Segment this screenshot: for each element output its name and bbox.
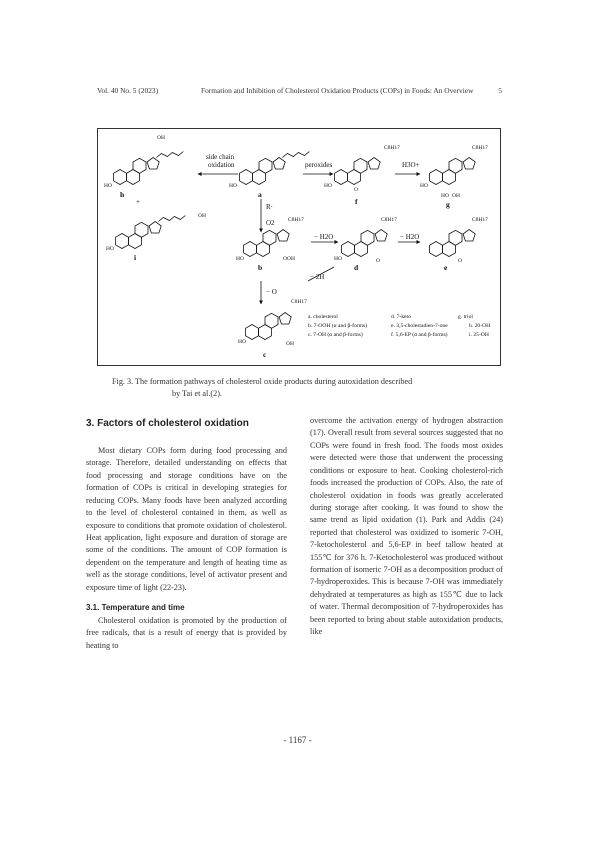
atom-ho-i: HO — [106, 246, 114, 252]
legend-b: b. 7-OOH (α and β-forms) — [308, 323, 368, 329]
ring — [368, 158, 380, 170]
legend-c: c. 7-OH (α and β-forms) — [308, 332, 363, 338]
ring — [259, 158, 272, 173]
compound-label-a: a — [258, 190, 262, 199]
ring — [244, 242, 257, 257]
caption-line-1: Fig. 3. The formation pathways of cholesterol oxide products during autoxidation described — [112, 377, 413, 386]
ring — [265, 313, 278, 328]
atom-oh-g: OH — [452, 193, 460, 199]
compound-label-b: b — [258, 263, 263, 272]
ring — [375, 230, 387, 242]
label-o2: O2 — [266, 219, 275, 227]
figure-3-scheme — [97, 128, 501, 366]
ring — [149, 222, 161, 234]
atom-c8h17-f: C8H17 — [384, 145, 400, 151]
structure-b — [244, 230, 290, 257]
label-side-chain: side chain — [206, 153, 235, 161]
compound-label-e: e — [444, 263, 448, 272]
ring — [342, 242, 355, 257]
label-minus-o: − O — [266, 288, 277, 296]
structure-d — [342, 230, 388, 257]
side-chain — [282, 152, 309, 158]
legend-f: f. 5,6-EP (α and β-forms) — [391, 332, 448, 338]
ring — [147, 158, 159, 170]
legend-a: a. cholesterol — [308, 314, 338, 320]
compound-label-g: g — [446, 200, 450, 209]
header-page-number: 5 — [498, 86, 502, 95]
ring — [449, 158, 462, 173]
atom-ho-g: HO — [420, 183, 428, 189]
page-number: - 1167 - — [283, 735, 312, 745]
compound-label-h: h — [120, 190, 125, 199]
atom-ho-a: HO — [229, 183, 237, 189]
ring — [279, 313, 291, 325]
figure-caption — [112, 376, 502, 400]
atom-oh-c: OH — [286, 341, 294, 347]
label-plus: + — [136, 198, 140, 206]
compound-label-f: f — [355, 197, 358, 206]
legend-i: i. 25-OH — [469, 332, 489, 338]
ring — [133, 158, 146, 173]
structure-a — [240, 152, 310, 185]
structure-e — [430, 230, 476, 257]
atom-ho-h: HO — [104, 183, 112, 189]
ring — [263, 230, 276, 245]
compound-label-i: i — [134, 253, 137, 262]
structure-h — [114, 152, 184, 185]
structure-f — [335, 158, 381, 185]
atom-ho-d: HO — [334, 256, 342, 262]
ring — [463, 158, 475, 170]
ring — [135, 222, 148, 237]
ring — [430, 242, 443, 257]
structure-g — [430, 158, 476, 185]
label-peroxides: peroxides — [305, 161, 333, 169]
atom-oh-i: OH — [198, 213, 206, 219]
section-heading: 3. Factors of cholesterol oxidation — [86, 418, 249, 429]
legend-e: e. 3,5-cholestadien-7-one — [391, 323, 448, 329]
atom-c8h17-g: C8H17 — [472, 145, 488, 151]
left-column — [86, 415, 287, 652]
atom-ho-b: HO — [236, 256, 244, 262]
legend-g: g. triol — [458, 314, 473, 320]
ring — [354, 158, 367, 173]
side-chain — [158, 216, 185, 222]
ring — [116, 234, 129, 249]
ring — [335, 170, 348, 185]
label-oxidation: oxidation — [208, 161, 235, 169]
label-minus-2h: − 2H — [310, 273, 325, 281]
atom-ho-c: HO — [238, 339, 246, 345]
side-chain — [156, 152, 183, 158]
compound-label-d: d — [354, 263, 359, 272]
atom-c8h17-c: C8H17 — [291, 299, 307, 305]
atom-ho-g2: HO — [441, 193, 449, 199]
label-r-radical: R· — [266, 203, 273, 211]
journal-volume: Vol. 40 No. 5 (2023) — [97, 86, 159, 95]
atom-ooh-b: OOH — [283, 256, 295, 262]
ring — [277, 230, 289, 242]
label-h3o: H3O+ — [402, 161, 420, 169]
ring — [463, 230, 475, 242]
ring — [273, 158, 285, 170]
legend-d: d. 7-keto — [391, 314, 411, 320]
atom-c8h17-e: C8H17 — [472, 217, 488, 223]
ring — [114, 170, 127, 185]
atom-c8h17-b: C8H17 — [288, 217, 304, 223]
ring — [430, 170, 443, 185]
label-minus-h2o-1: − H2O — [314, 233, 334, 241]
right-column — [310, 415, 503, 639]
legend-h: h. 20-OH — [469, 323, 491, 329]
atom-oh-h: OH — [157, 135, 165, 141]
caption-line-2: by Tai et al.(2). — [172, 389, 222, 398]
ring — [449, 230, 462, 245]
atom-o-f: O — [354, 187, 358, 193]
running-title: Formation and Inhibition of Cholesterol Oxidation Products (COPs) in Foods: An Overview — [201, 86, 474, 95]
structure-c — [246, 313, 292, 340]
continued-paragraph: overcome the activation energy of hydrogen abstraction (17). Overall result from several sources suggested that no COPs were found in fresh food. The foods most oxides were detected were those that underwent the processing conditions or exposure to heat. Cooking cholesterol-rich foods increased the production of COPs. Also, the rate of cholesterol oxidation in foods was greatly accelerated during storage after cooking. It was found to show the same trend as lipid oxidation (1). Park and Addis (24) reported that cholesterol was oxidized to isomeric 7-OH, 7-ketocholesterol and 5,6-EP in beef tallow heated at 155℃ for 376 h. 7-Ketocholesterol was produced without formation of isomeric 7-OH as a decomposition product of 7-hydroperoxides. This is because 7-OH was immediately dehydrated at temperatures as high as 155℃ due to lack of water. Thermal decomposition of 7-hydroperoxides has been reported to bring about stable autoxidation products, like — [310, 416, 503, 637]
reaction-scheme — [98, 129, 502, 367]
atom-o-d: O — [376, 258, 380, 264]
compound-label-c: c — [263, 350, 267, 359]
subsection-heading: 3.1. Temperature and time — [86, 603, 185, 613]
running-header — [97, 86, 502, 98]
atom-c8h17-d: C8H17 — [381, 217, 397, 223]
label-minus-h2o-2: − H2O — [400, 233, 420, 241]
ring — [361, 230, 374, 245]
subsection-paragraph: Cholesterol oxidation is promoted by the production of free radicals, that is a result of energy that is provided by heating to — [86, 616, 287, 650]
structure-i — [116, 216, 186, 249]
ring — [246, 325, 259, 340]
atom-o-e: O — [458, 258, 462, 264]
intro-paragraph: Most dietary COPs form during food processing and storage. Therefore, detailed understanding on effects that food processing and storage conditions have on the formation of COPs is critical in developing strategies for reducing COPs. Many foods have been analyzed according to the level of cholesterol contained in them, as well as exposure to conditions that promote oxidation of cholesterol. Heat application, light exposure and duration of storage are some of the conditions. The amount of COP formation is dependent on the temperature and length of heating time as well as the storage conditions, level of activator present and exposure time of light (22-23). — [86, 446, 287, 592]
ring — [240, 170, 253, 185]
atom-ho-f: HO — [324, 183, 332, 189]
